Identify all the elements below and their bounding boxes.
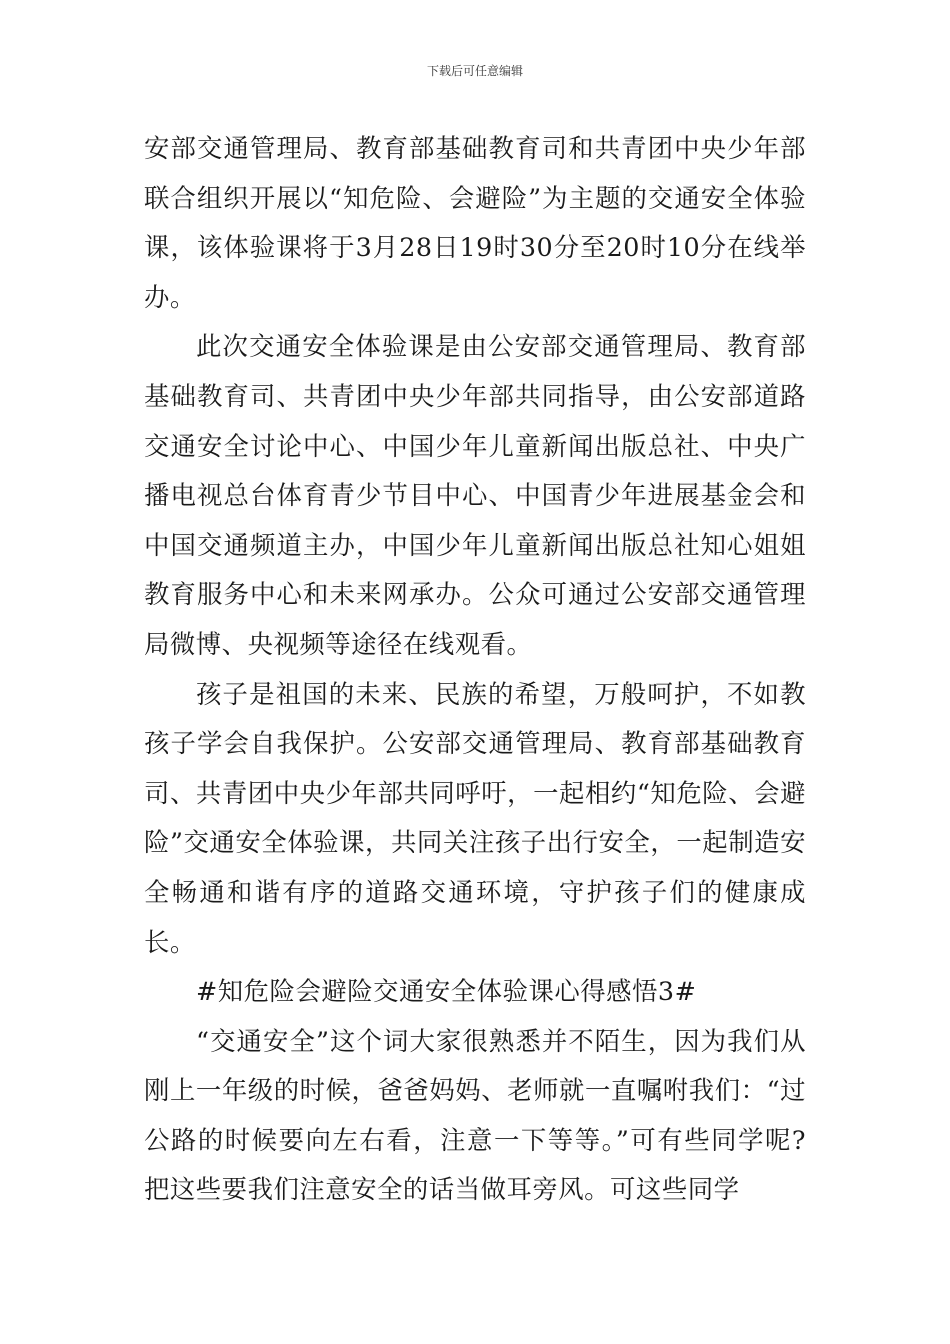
paragraph-organizers: 此次交通安全体验课是由公安部交通管理局、教育部基础教育司、共青团中央少年部共同指导，由公安部道路交通安全讨论中心、中国少年儿童新闻出版总社、中央广播电视总台体育青少节目中心、中国青少年进展基金会和中国交通频道主办，中国少年儿童新闻出版总社知心姐姐教育服务中心和未来网承办。公众可通过公安部交通管理局微博、央视频等途径在线观看。 <box>144 331 806 659</box>
page-header-note: 下载后可任意编辑 <box>426 64 523 78</box>
paragraph-continued: 安部交通管理局、教育部基础教育司和共青团中央少年部联合组织开展以“知危险、会避险”为主题的交通安全体验课，该体验课将于3月28日19时30分至20时10分在线举办。 <box>144 133 806 312</box>
paragraph-children-safety: 孩子是祖国的未来、民族的希望，万般呵护，不如教孩子学会自我保护。公安部交通管理局、教育部基础教育司、共青团中央少年部共同呼吁，一起相约“知危险、会避险”交通安全体验课，共同关注孩子出行安全，一起制造安全畅通和谐有序的道路交通环境，守护孩子们的健康成长。 <box>144 678 806 957</box>
section-heading: #知危险会避险交通安全体验课心得感悟3# <box>196 976 697 1007</box>
document-body <box>144 124 806 1215</box>
paragraph-traffic-safety: “交通安全”这个词大家很熟悉并不陌生，因为我们从刚上一年级的时候，爸爸妈妈、老师就一直嘱咐我们：“过公路的时候要向左右看，注意一下等等。”可有些同学呢?把这些要我们注意安全的话当做耳旁风。可这些同学 <box>144 1025 806 1205</box>
